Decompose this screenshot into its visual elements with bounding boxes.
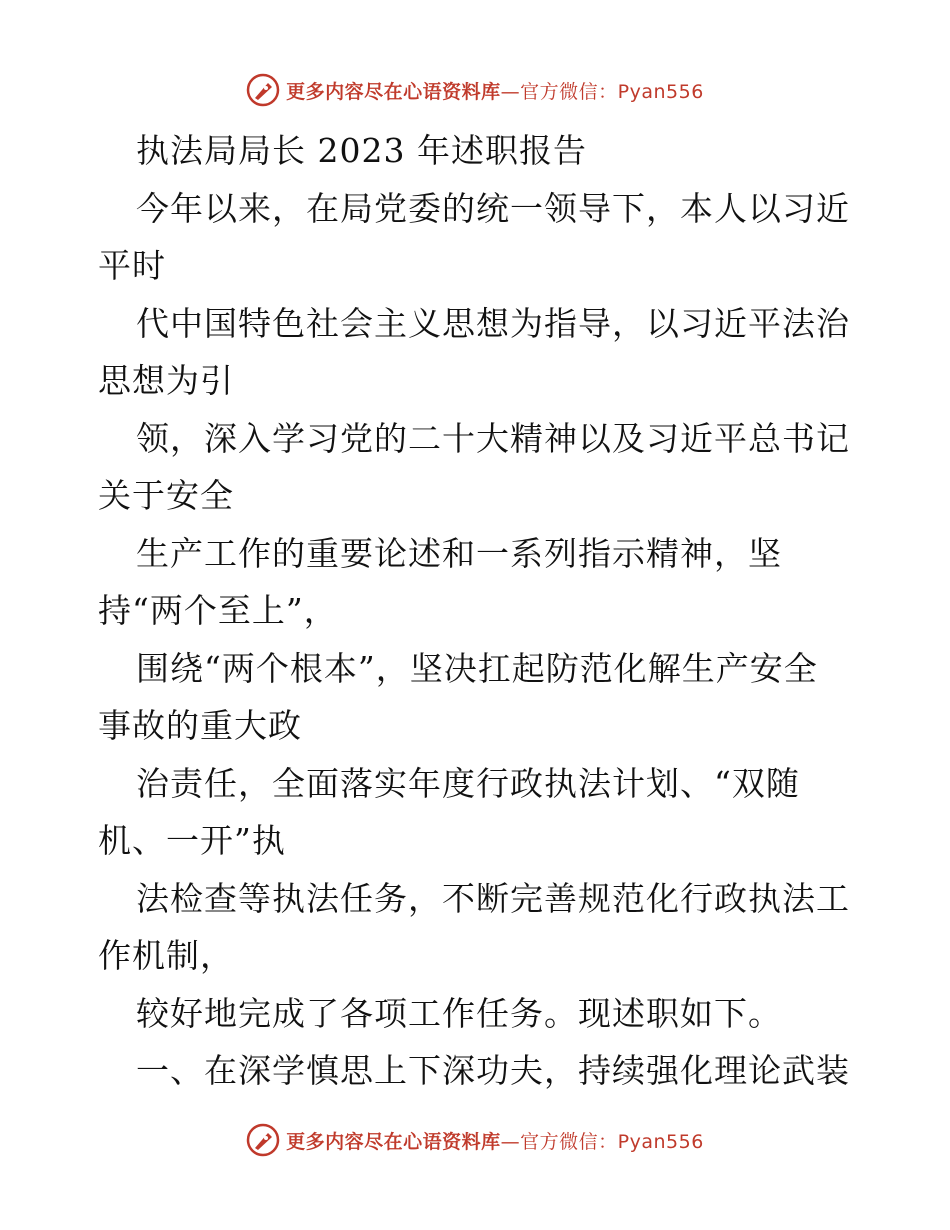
section-heading: 一、在深学慎思上下深功夫，持续强化理论武装: [136, 1051, 850, 1090]
paragraph-line: 机、一开”执: [98, 821, 286, 860]
watermark-contact: 官方微信：Pyan556: [520, 1130, 704, 1153]
paragraph-line: 领，深入学习党的二十大精神以及习近平总书记: [136, 418, 850, 458]
paragraph-line: 平时: [98, 246, 166, 285]
watermark-main-text: 更多内容尽在心语资料库: [286, 80, 501, 103]
header-watermark: [0, 70, 950, 110]
paragraph-line: 事故的重大政: [98, 706, 302, 745]
paragraph-line: 生产工作的重要论述和一系列指示精神，坚: [136, 533, 782, 573]
paragraph-line: 作机制，: [98, 936, 234, 975]
watermark-contact: 官方微信：Pyan556: [520, 80, 704, 103]
pen-nib-logo-icon: [246, 73, 280, 107]
paragraph-line: 关于安全: [98, 476, 234, 515]
paragraph-line: 围绕“两个根本”，坚决扛起防范化解生产安全: [136, 648, 818, 688]
document-title: 执法局局长 2023 年述职报告: [136, 131, 587, 170]
watermark-separator: —: [500, 1130, 521, 1153]
pen-nib-logo-icon: [246, 1123, 280, 1157]
watermark-main-text: 更多内容尽在心语资料库: [286, 1130, 501, 1153]
paragraph-line: 法检查等执法任务，不断完善规范化行政执法工: [136, 878, 850, 918]
paragraph-line: 持“两个至上”，: [98, 591, 338, 630]
paragraph-line: 治责任，全面落实年度行政执法计划、“双随: [136, 763, 800, 803]
paragraph-line: 思想为引: [98, 361, 234, 400]
paragraph-line: 较好地完成了各项工作任务。现述职如下。: [136, 993, 782, 1033]
watermark-separator: —: [500, 80, 521, 103]
paragraph-line: 今年以来，在局党委的统一领导下，本人以习近: [136, 188, 850, 228]
footer-watermark: [0, 1120, 950, 1160]
document-body: [98, 122, 858, 1100]
paragraph-line: 代中国特色社会主义思想为指导，以习近平法治: [136, 303, 850, 343]
